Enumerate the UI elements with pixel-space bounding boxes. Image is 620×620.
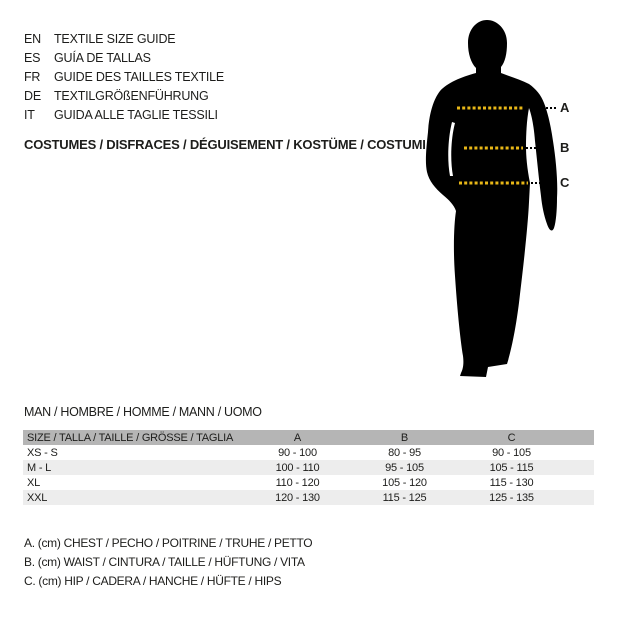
language-code: DE: [24, 89, 41, 104]
language-code: FR: [24, 69, 41, 84]
value-cell-b: 80 - 95: [388, 446, 421, 459]
size-cell: XXL: [27, 491, 48, 504]
language-row: [24, 48, 224, 67]
man-silhouette-icon: [400, 10, 620, 400]
legend-chest: A. (cm) CHEST / PECHO / POITRINE / TRUHE / PETTO: [24, 536, 313, 550]
language-label: TEXTILE SIZE GUIDE: [54, 31, 176, 46]
size-guide-figure: [400, 10, 620, 400]
language-code: ES: [24, 50, 41, 65]
value-cell-a: 100 - 110: [275, 461, 320, 474]
column-header-b: B: [400, 431, 409, 444]
language-label: GUIDA ALLE TAGLIE TESSILI: [54, 108, 218, 123]
size-cell: M - L: [27, 461, 52, 474]
row-spacer: [565, 490, 594, 505]
size-cell: XL: [27, 476, 41, 489]
language-row: [24, 67, 224, 86]
table-row: [23, 460, 594, 475]
column-header-size: SIZE / TALLA / TAILLE / GRÖSSE / TAGLIA: [27, 431, 234, 444]
value-cell-a: 110 - 120: [275, 476, 320, 489]
language-label: GUIDE DES TAILLES TEXTILE: [54, 69, 225, 84]
language-label: TEXTILGRÖßENFÜHRUNG: [54, 89, 209, 104]
language-row: [24, 29, 224, 48]
column-header-c: C: [507, 431, 516, 444]
language-row: [24, 106, 224, 125]
table-section-title: MAN / HOMBRE / HOMME / MANN / UOMO: [24, 405, 262, 419]
language-guide-list: [24, 29, 224, 125]
marker-label-waist: B: [560, 140, 570, 155]
size-cell: XS - S: [27, 446, 58, 459]
value-cell-c: 105 - 115: [489, 461, 534, 474]
table-row: [23, 475, 594, 490]
column-header-a: A: [293, 431, 302, 444]
language-label: GUÍA DE TALLAS: [54, 50, 151, 65]
measurement-legend: [24, 534, 312, 592]
row-spacer: [565, 475, 594, 490]
language-code: IT: [24, 108, 35, 123]
value-cell-c: 90 - 105: [492, 446, 531, 459]
table-row: [23, 490, 594, 505]
column-header-spacer: [565, 430, 594, 445]
man-silhouette-body: [426, 20, 557, 377]
value-cell-a: 120 - 130: [275, 491, 320, 504]
table-header-row: [23, 430, 594, 445]
value-cell-b: 105 - 120: [382, 476, 427, 489]
legend-hip: C. (cm) HIP / CADERA / HANCHE / HÜFTE / HIPS: [24, 574, 282, 589]
value-cell-b: 115 - 125: [382, 491, 427, 504]
marker-label-hip: C: [560, 175, 570, 190]
value-cell-c: 125 - 135: [489, 491, 534, 504]
table-row: [23, 445, 594, 460]
value-cell-a: 90 - 100: [278, 446, 317, 459]
row-spacer: [565, 460, 594, 475]
category-title: COSTUMES / DISFRACES / DÉGUISEMENT / KOSTÜME / COSTUMI: [24, 137, 426, 152]
row-spacer: [565, 445, 594, 460]
value-cell-c: 115 - 130: [489, 476, 534, 489]
legend-waist: B. (cm) WAIST / CINTURA / TAILLE / HÜFTUNG / VITA: [24, 555, 305, 570]
language-row: [24, 87, 224, 106]
size-table: [23, 430, 594, 505]
marker-label-chest: A: [560, 100, 570, 115]
value-cell-b: 95 - 105: [385, 461, 424, 474]
language-code: EN: [24, 31, 41, 46]
